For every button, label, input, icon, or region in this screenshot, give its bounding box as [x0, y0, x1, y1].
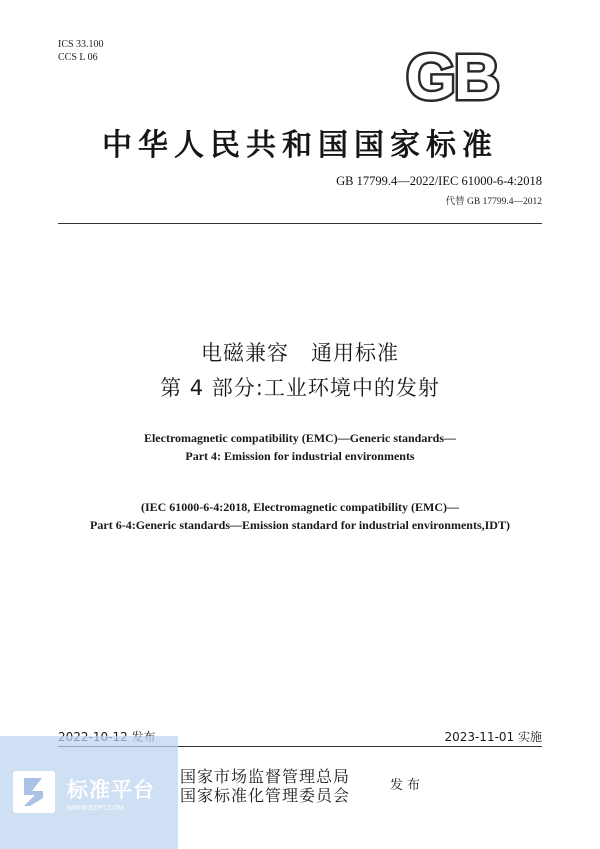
gb-logo: [392, 44, 512, 106]
issued-label: 发布: [390, 778, 425, 793]
chinese-title-line-2: 第 4 部分:工业环境中的发射: [160, 376, 440, 400]
equivalence-line-2: Part 6-4:Generic standards—Emission standard for industrial environments,IDT): [90, 518, 510, 532]
bz-logo-icon: [10, 768, 58, 816]
watermark-name: 标准平台: [67, 778, 155, 802]
gb-logo-text: GB: [406, 44, 498, 106]
standard-number: GB 17799.4—2022/IEC 61000-6-4:2018: [336, 174, 542, 188]
issuer-line-1: 国家市场监督管理总局: [180, 767, 351, 786]
watermark-overlay: [0, 736, 178, 849]
watermark-url: WWW.BZPT.COM: [67, 805, 124, 812]
top-divider: [58, 223, 542, 224]
ics-code: ICS 33.100: [58, 39, 104, 50]
english-title-line-1: Electromagnetic compatibility (EMC)—Generic standards—: [143, 431, 457, 445]
chinese-title-line-1: 电磁兼容 通用标准: [201, 341, 399, 365]
equivalence-line-1: (IEC 61000-6-4:2018, Electromagnetic compatibility (EMC)—: [140, 500, 460, 514]
standard-type-title: 中华人民共和国国家标准: [102, 128, 498, 163]
classification-codes: [58, 38, 104, 64]
issuer-line-2: 国家标准化管理委员会: [180, 786, 351, 805]
replaced-standard: 代替 GB 17799.4—2012: [445, 197, 542, 207]
implementation-date: 2023-11-01 实施: [444, 730, 542, 744]
ccs-code: CCS L 06: [58, 52, 98, 63]
english-title-line-2: Part 4: Emission for industrial environments: [185, 449, 415, 463]
